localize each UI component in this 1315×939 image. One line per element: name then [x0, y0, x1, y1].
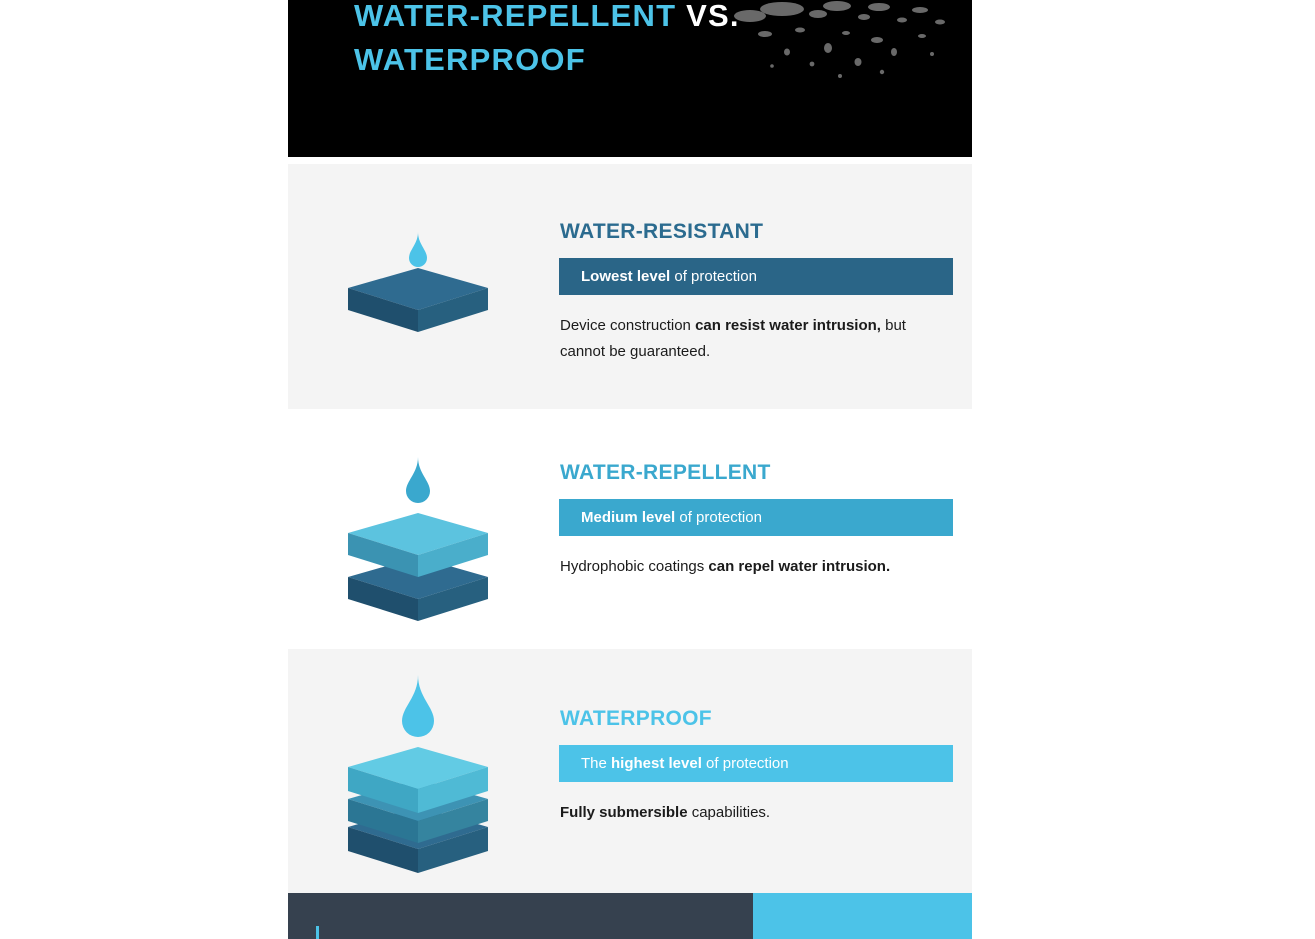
protection-level-bar: [559, 745, 953, 782]
protection-level-rest: of protection: [701, 755, 789, 772]
section-title: WATER-REPELLENT: [560, 461, 771, 484]
footer: [288, 893, 972, 939]
footer-accent-mark: [316, 926, 319, 939]
section-description: [560, 313, 940, 365]
page-title: [354, 0, 874, 82]
waterproof-illustration: [338, 649, 548, 893]
desc-text-2: capabilities.: [687, 804, 771, 821]
protection-level-rest: of protection: [670, 268, 757, 285]
section-title: WATER-RESISTANT: [560, 220, 764, 243]
footer-right-panel: [753, 893, 972, 939]
header: [288, 0, 972, 157]
desc-text-1: Hydrophobic coatings: [560, 558, 709, 575]
header-title-vs: VS.: [676, 0, 740, 33]
header-title-line1: WATER-REPELLENT: [354, 0, 677, 33]
waterproof-content: [560, 707, 940, 826]
section-water-repellent: [288, 409, 972, 649]
water-resistant-illustration: [338, 164, 548, 409]
desc-text-2: but cannot be guaranteed.: [560, 317, 906, 360]
footer-left-panel: [288, 893, 753, 939]
protection-level-bold: highest level: [611, 755, 702, 772]
protection-level-bold: Lowest level: [581, 268, 671, 285]
water-resistant-content: [560, 220, 940, 365]
desc-bold-1: Fully submersible: [560, 804, 688, 821]
header-title-line2: WATERPROOF: [354, 42, 586, 77]
protection-level-bar: [559, 258, 953, 295]
section-title: WATERPROOF: [560, 707, 712, 730]
desc-text-1: Device construction: [560, 317, 696, 334]
single-layer-droplet-icon: [338, 164, 548, 409]
desc-bold-1: can repel water intrusion.: [708, 558, 891, 575]
water-repellent-content: [560, 461, 940, 580]
protection-level-bar: [559, 499, 953, 536]
section-description: [560, 554, 940, 580]
infographic: [288, 0, 972, 939]
section-water-resistant: [288, 164, 972, 409]
triple-layer-droplet-icon: [338, 649, 548, 893]
water-repellent-illustration: [338, 409, 548, 649]
double-layer-droplet-icon: [338, 409, 548, 649]
protection-level-pre: The: [581, 755, 612, 772]
section-waterproof: [288, 649, 972, 893]
protection-level-rest: of protection: [675, 509, 762, 526]
protection-level-bold: Medium level: [581, 509, 676, 526]
section-description: [560, 800, 940, 826]
desc-bold-1: can resist water intrusion,: [695, 317, 881, 334]
